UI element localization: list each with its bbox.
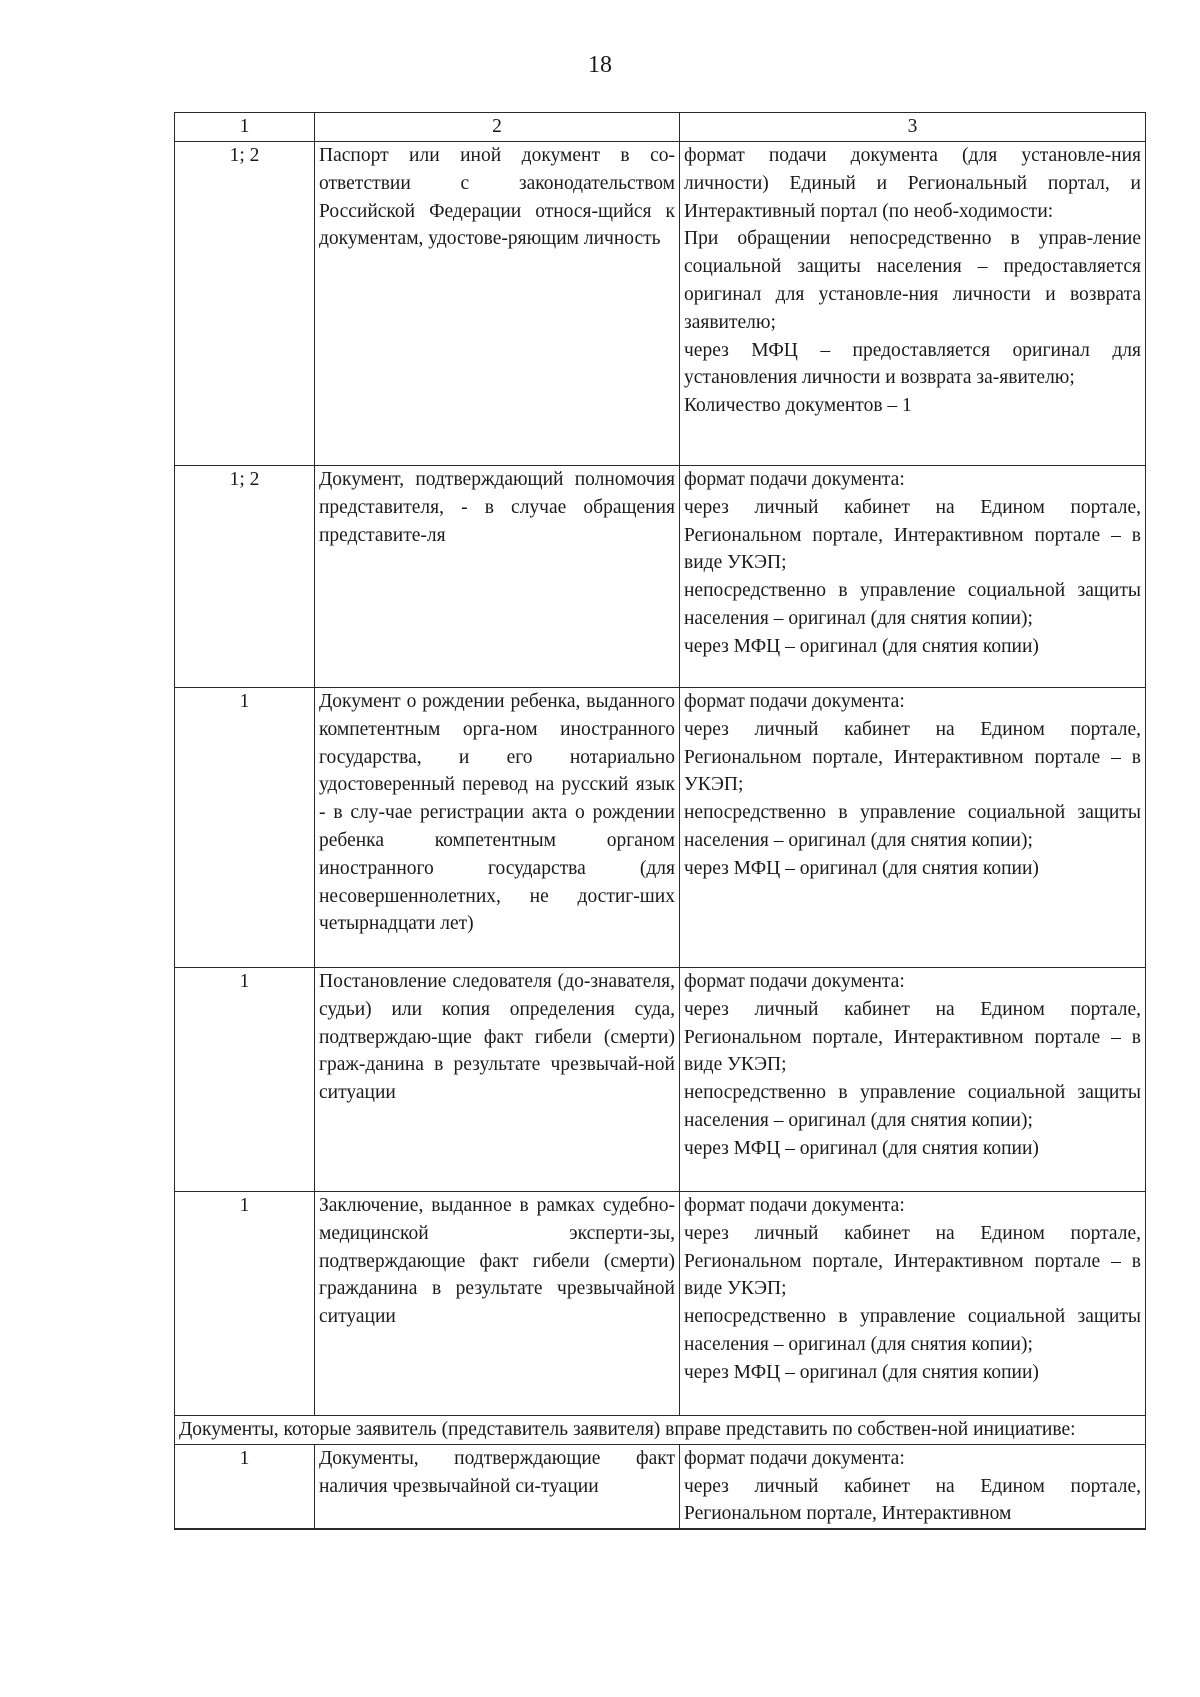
row-submission-format (680, 1192, 1146, 1416)
format-line: формат подачи документа: (684, 1195, 905, 1216)
section-row (175, 1416, 1146, 1445)
table-row (175, 466, 1146, 688)
format-line: формат подачи документа: (684, 691, 905, 712)
format-line: непосредственно в управление социальной защиты населения – оригинал (для снятия копии); (684, 1082, 1141, 1131)
page-number: 18 (588, 52, 612, 78)
row-submission-format (680, 1444, 1146, 1529)
format-line: формат подачи документа: (684, 469, 905, 490)
table-row (175, 688, 1146, 968)
format-line: через МФЦ – оригинал (для снятия копии) (684, 857, 1039, 879)
row-applicant-category: 1; 2 (175, 142, 315, 466)
row-submission-format (680, 142, 1146, 466)
format-line: через личный кабинет на Едином портале, Региональном портале, Интерактивном портале – в виде УКЭП; (684, 496, 1141, 574)
row-applicant-category: 1 (175, 688, 315, 968)
format-line: через личный кабинет на Едином портале, Региональном портале, Интерактивном портале – в виде УКЭП; (684, 1222, 1141, 1300)
header-col-1: 1 (175, 113, 315, 142)
row-document-name: Документ, подтверждающий полномочия представителя, - в случае обращения представите-ля (315, 466, 680, 688)
row-submission-format (680, 968, 1146, 1192)
row-applicant-category: 1 (175, 1444, 315, 1529)
table-row (175, 1192, 1146, 1416)
row-submission-format (680, 688, 1146, 968)
section-heading: Документы, которые заявитель (представитель заявителя) вправе представить по собствен-ной инициативе: (175, 1416, 1146, 1445)
row-submission-format (680, 466, 1146, 688)
format-line: через МФЦ – оригинал (для снятия копии) (684, 1361, 1039, 1383)
header-col-3: 3 (680, 113, 1146, 142)
row-document-name: Постановление следователя (до-знавателя, судьи) или копия определения суда, подтверждаю-щие факт гибели (смерти) граж-данина в результате чрезвычай-ной ситуации (315, 968, 680, 1192)
row-document-name: Документ о рождении ребенка, выданного компетентным орга-ном иностранного государства, и его нотариально удостоверенный перевод на русский язык - в слу-чае регистрации акта о рождении ребенка компетентным органом иностранного государства (для несовершеннолетних, не достиг-ших четырнадцати лет) (315, 688, 680, 968)
row-document-name: Документы, подтверждающие факт наличия чрезвычайной си-туации (315, 1444, 680, 1529)
format-line: через личный кабинет на Едином портале, Региональном портале, Интерактивном портале – в виде УКЭП; (684, 998, 1141, 1076)
table-row (175, 968, 1146, 1192)
table-header-row (175, 113, 1146, 142)
format-line: непосредственно в управление социальной защиты населения – оригинал (для снятия копии); (684, 580, 1141, 629)
format-line: через личный кабинет на Едином портале, Региональном портале, Интерактивном (684, 1475, 1141, 1525)
format-line: через МФЦ – предоставляется оригинал для установления личности и возврата за-явителю; (684, 339, 1141, 389)
row-applicant-category: 1 (175, 1192, 315, 1416)
format-line: через МФЦ – оригинал (для снятия копии) (684, 635, 1039, 657)
format-line: непосредственно в управление социальной защиты населения – оригинал (для снятия копии); (684, 802, 1141, 851)
format-line: формат подачи документа (для установле-ния личности) Единый и Региональный портал, и Интерактивный портал (по необ-ходимости: (684, 145, 1141, 222)
format-line: Количество документов – 1 (684, 395, 912, 417)
format-line: непосредственно в управление социальной защиты населения – оригинал (для снятия копии); (684, 1306, 1141, 1355)
row-applicant-category: 1 (175, 968, 315, 1192)
format-line: через личный кабинет на Едином портале, Региональном портале, Интерактивном портале – в УКЭП; (684, 718, 1141, 796)
table-row (175, 1444, 1146, 1529)
table-row (175, 142, 1146, 466)
header-col-2: 2 (315, 113, 680, 142)
format-line: При обращении непосредственно в управ-ление социальной защиты населения – предоставляется оригинал для установле-ния личности и возврата заявителю; (684, 228, 1141, 333)
row-document-name: Заключение, выданное в рамках судебно-медицинской эксперти-зы, подтверждающие факт гибели (смерти) гражданина в результате чрезвычайной ситуации (315, 1192, 680, 1416)
row-applicant-category: 1; 2 (175, 466, 315, 688)
format-line: через МФЦ – оригинал (для снятия копии) (684, 1137, 1039, 1159)
format-line: формат подачи документа: (684, 971, 905, 992)
documents-table (174, 112, 1146, 1530)
format-line: формат подачи документа: (684, 1447, 905, 1469)
row-document-name: Паспорт или иной документ в со-ответствии с законодательством Российской Федерации относя-щийся к документам, удостове-ряющим личность (315, 142, 680, 466)
